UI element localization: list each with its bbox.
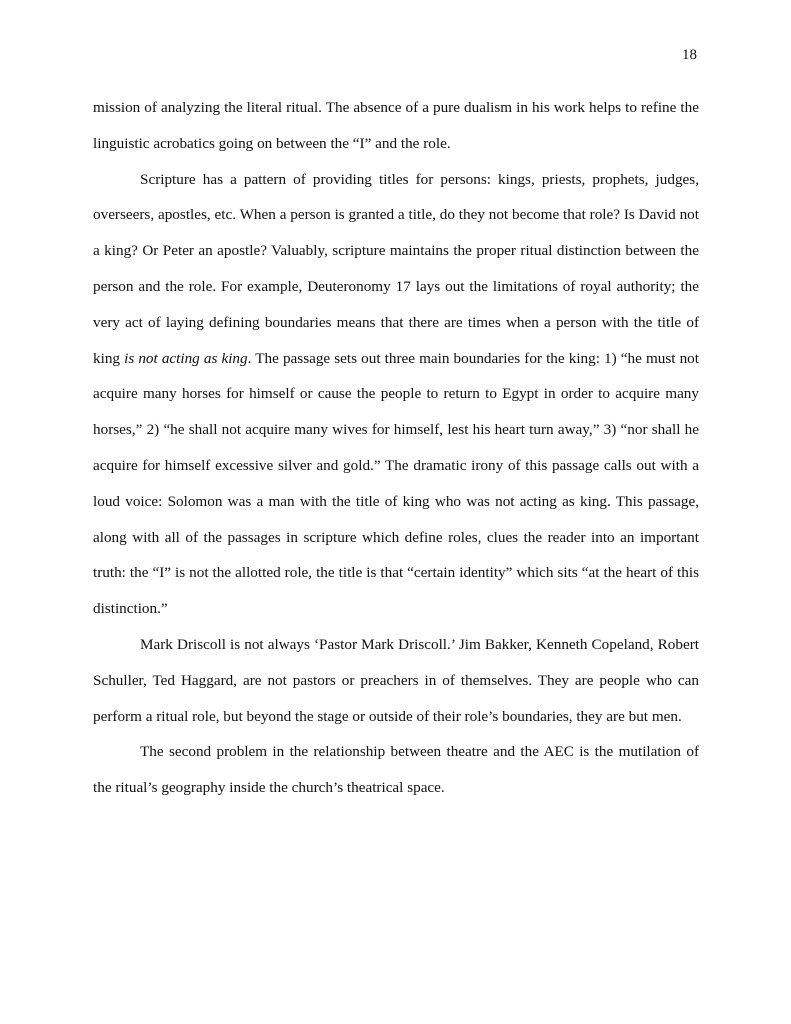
paragraph-4: The second problem in the relationship between theatre and the AEC is the mutilation of the ritual’s geography inside the church’s theatrical space. — [93, 743, 699, 797]
paragraph-2-text-before: Scripture has a pattern of providing titles for persons: kings, priests, prophets, judges, overseers, apostles, etc. When a person is granted a title, do they not become that role? Is David not a king? Or Peter an apostle? Valuably, scripture maintains the proper ritual distinction between the person and the role. For example, Deuteronomy 17 lays out the limitations of royal authority; the very act of laying defining boundaries means that there are times when a person with the title of king — [93, 170, 699, 367]
body-text — [93, 90, 699, 806]
page-number: 18 — [682, 47, 697, 63]
paragraph-2-emphasis: is not acting as king — [124, 349, 248, 367]
paragraph-3: Mark Driscoll is not always ‘Pastor Mark Driscoll.’ Jim Bakker, Kenneth Copeland, Robert Schuller, Ted Haggard, are not pastors or preachers in of themselves. They are people who can perform a ritual role, but beyond the stage or outside of their role’s boundaries, they are but men. — [93, 635, 699, 725]
paragraph-1: mission of analyzing the literal ritual. The absence of a pure dualism in his work helps to refine the linguistic acrobatics going on between the “I” and the role. — [93, 99, 699, 152]
paragraph-2-text-after: . The passage sets out three main boundaries for the king: 1) “he must not acquire many horses for himself or cause the people to return to Egypt in order to acquire many horses,” 2) “he shall not acquire many wives for himself, lest his heart turn away,” 3) “nor shall he acquire for himself excessive silver and gold.” The dramatic irony of this passage calls out with a loud voice: Solomon was a man with the title of king who was not acting as king. This passage, along with all of the passages in scripture which define roles, clues the reader into an important truth: the “I” is not the allotted role, the title is that “certain identity” which sits “at the heart of this distinction.” — [93, 349, 699, 618]
paragraph-2 — [93, 162, 699, 627]
